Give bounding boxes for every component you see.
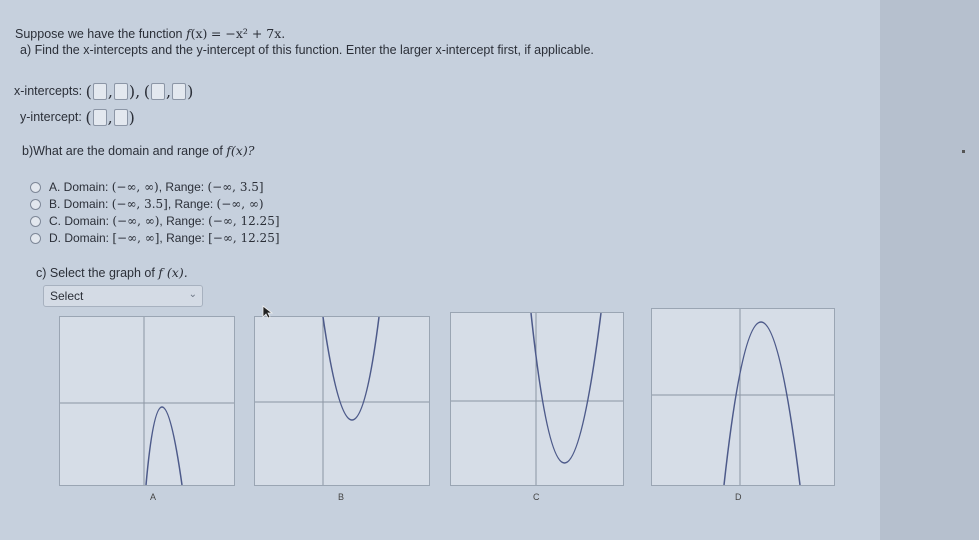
radio-icon[interactable] (30, 182, 41, 193)
close-paren: ) (128, 82, 136, 101)
question-intro (15, 26, 285, 41)
comma: , (107, 82, 113, 101)
y-intercept-x-input[interactable] (93, 109, 107, 126)
comma: , (107, 108, 113, 127)
graph-d-label: D (735, 492, 742, 502)
part-b-fx: f(x)? (226, 143, 255, 158)
graph-b[interactable] (254, 316, 430, 486)
option-d-sep: , Range: (159, 231, 209, 245)
graph-d-plot (652, 309, 834, 485)
close-paren: ) (187, 82, 194, 101)
option-c-domain: (−∞, ∞) (112, 214, 160, 228)
function-name: f (185, 26, 191, 41)
radio-icon[interactable] (30, 199, 41, 210)
option-c[interactable] (30, 214, 280, 228)
x-intercept-2-x-input[interactable] (151, 83, 165, 100)
graph-d[interactable] (651, 308, 835, 486)
chevron-down-icon: ⌄ (188, 289, 197, 300)
radio-icon[interactable] (30, 216, 41, 227)
parabola-curve (146, 407, 182, 485)
graph-b-plot (255, 317, 429, 485)
dot-mark (962, 150, 965, 153)
option-b-domain: (−∞, 3.5] (111, 197, 168, 211)
parabola-curve (531, 313, 601, 463)
mouse-cursor-icon (262, 305, 274, 319)
part-c-text: c) Select the graph of (36, 266, 159, 280)
option-a[interactable] (30, 180, 264, 194)
close-paren: ) (128, 108, 135, 127)
y-intercept-row (20, 108, 135, 127)
x-intercept-2-y-input[interactable] (172, 83, 186, 100)
option-b[interactable] (30, 197, 264, 211)
parabola-curve (724, 322, 800, 485)
part-b-prompt (22, 143, 254, 158)
option-b-letter: B. Domain: (49, 197, 112, 211)
x-intercept-1-y-input[interactable] (114, 83, 128, 100)
comma: , (166, 82, 172, 101)
side-panel (880, 0, 979, 540)
parabola-curve (323, 317, 379, 420)
option-d-domain: [−∞, ∞] (112, 231, 160, 245)
option-a-range: (−∞, 3.5] (207, 180, 264, 194)
part-c-prompt (36, 265, 188, 280)
option-a-letter: A. Domain: (49, 180, 112, 194)
open-paren: ( (85, 108, 92, 127)
option-c-range: (−∞, 12.25] (208, 214, 280, 228)
option-d-letter: D. Domain: (49, 231, 113, 245)
option-a-domain: (−∞, ∞) (111, 180, 159, 194)
x-intercepts-label: x-intercepts: (14, 83, 83, 98)
y-intercept-label: y-intercept: (20, 109, 82, 124)
x-intercepts-row (14, 82, 193, 101)
option-b-range: (−∞, ∞) (216, 197, 264, 211)
intro-text: Suppose we have the function (15, 27, 186, 41)
function-expr: = −x² + 7x. (210, 26, 286, 41)
graph-c-label: C (533, 492, 540, 502)
part-a-prompt: a) Find the x-intercepts and the y-intercept of this function. Enter the larger x-intercept first, if applicable. (20, 43, 594, 57)
part-b-text: b)What are the domain and range of (22, 144, 227, 158)
open-paren: ( (85, 82, 92, 101)
graph-c[interactable] (450, 312, 624, 486)
function-var: (x) (190, 26, 208, 41)
graph-a[interactable] (59, 316, 235, 486)
graph-a-plot (60, 317, 234, 485)
open-paren: ( (143, 82, 150, 101)
option-d[interactable] (30, 231, 280, 245)
graph-b-label: B (338, 492, 345, 502)
option-d-range: [−∞, 12.25] (208, 231, 280, 245)
comma: , (135, 82, 141, 101)
graph-c-plot (451, 313, 623, 485)
radio-icon[interactable] (30, 233, 41, 244)
graph-select-value: Select (50, 289, 84, 303)
option-c-letter: C. Domain: (49, 214, 113, 228)
option-b-sep: , Range: (167, 197, 217, 211)
option-a-sep: , Range: (158, 180, 208, 194)
graph-a-label: A (150, 492, 157, 502)
part-c-fx: f (x). (158, 265, 188, 280)
x-intercept-1-x-input[interactable] (93, 83, 107, 100)
y-intercept-y-input[interactable] (114, 109, 128, 126)
option-c-sep: , Range: (159, 214, 209, 228)
graph-select[interactable] (43, 285, 203, 307)
